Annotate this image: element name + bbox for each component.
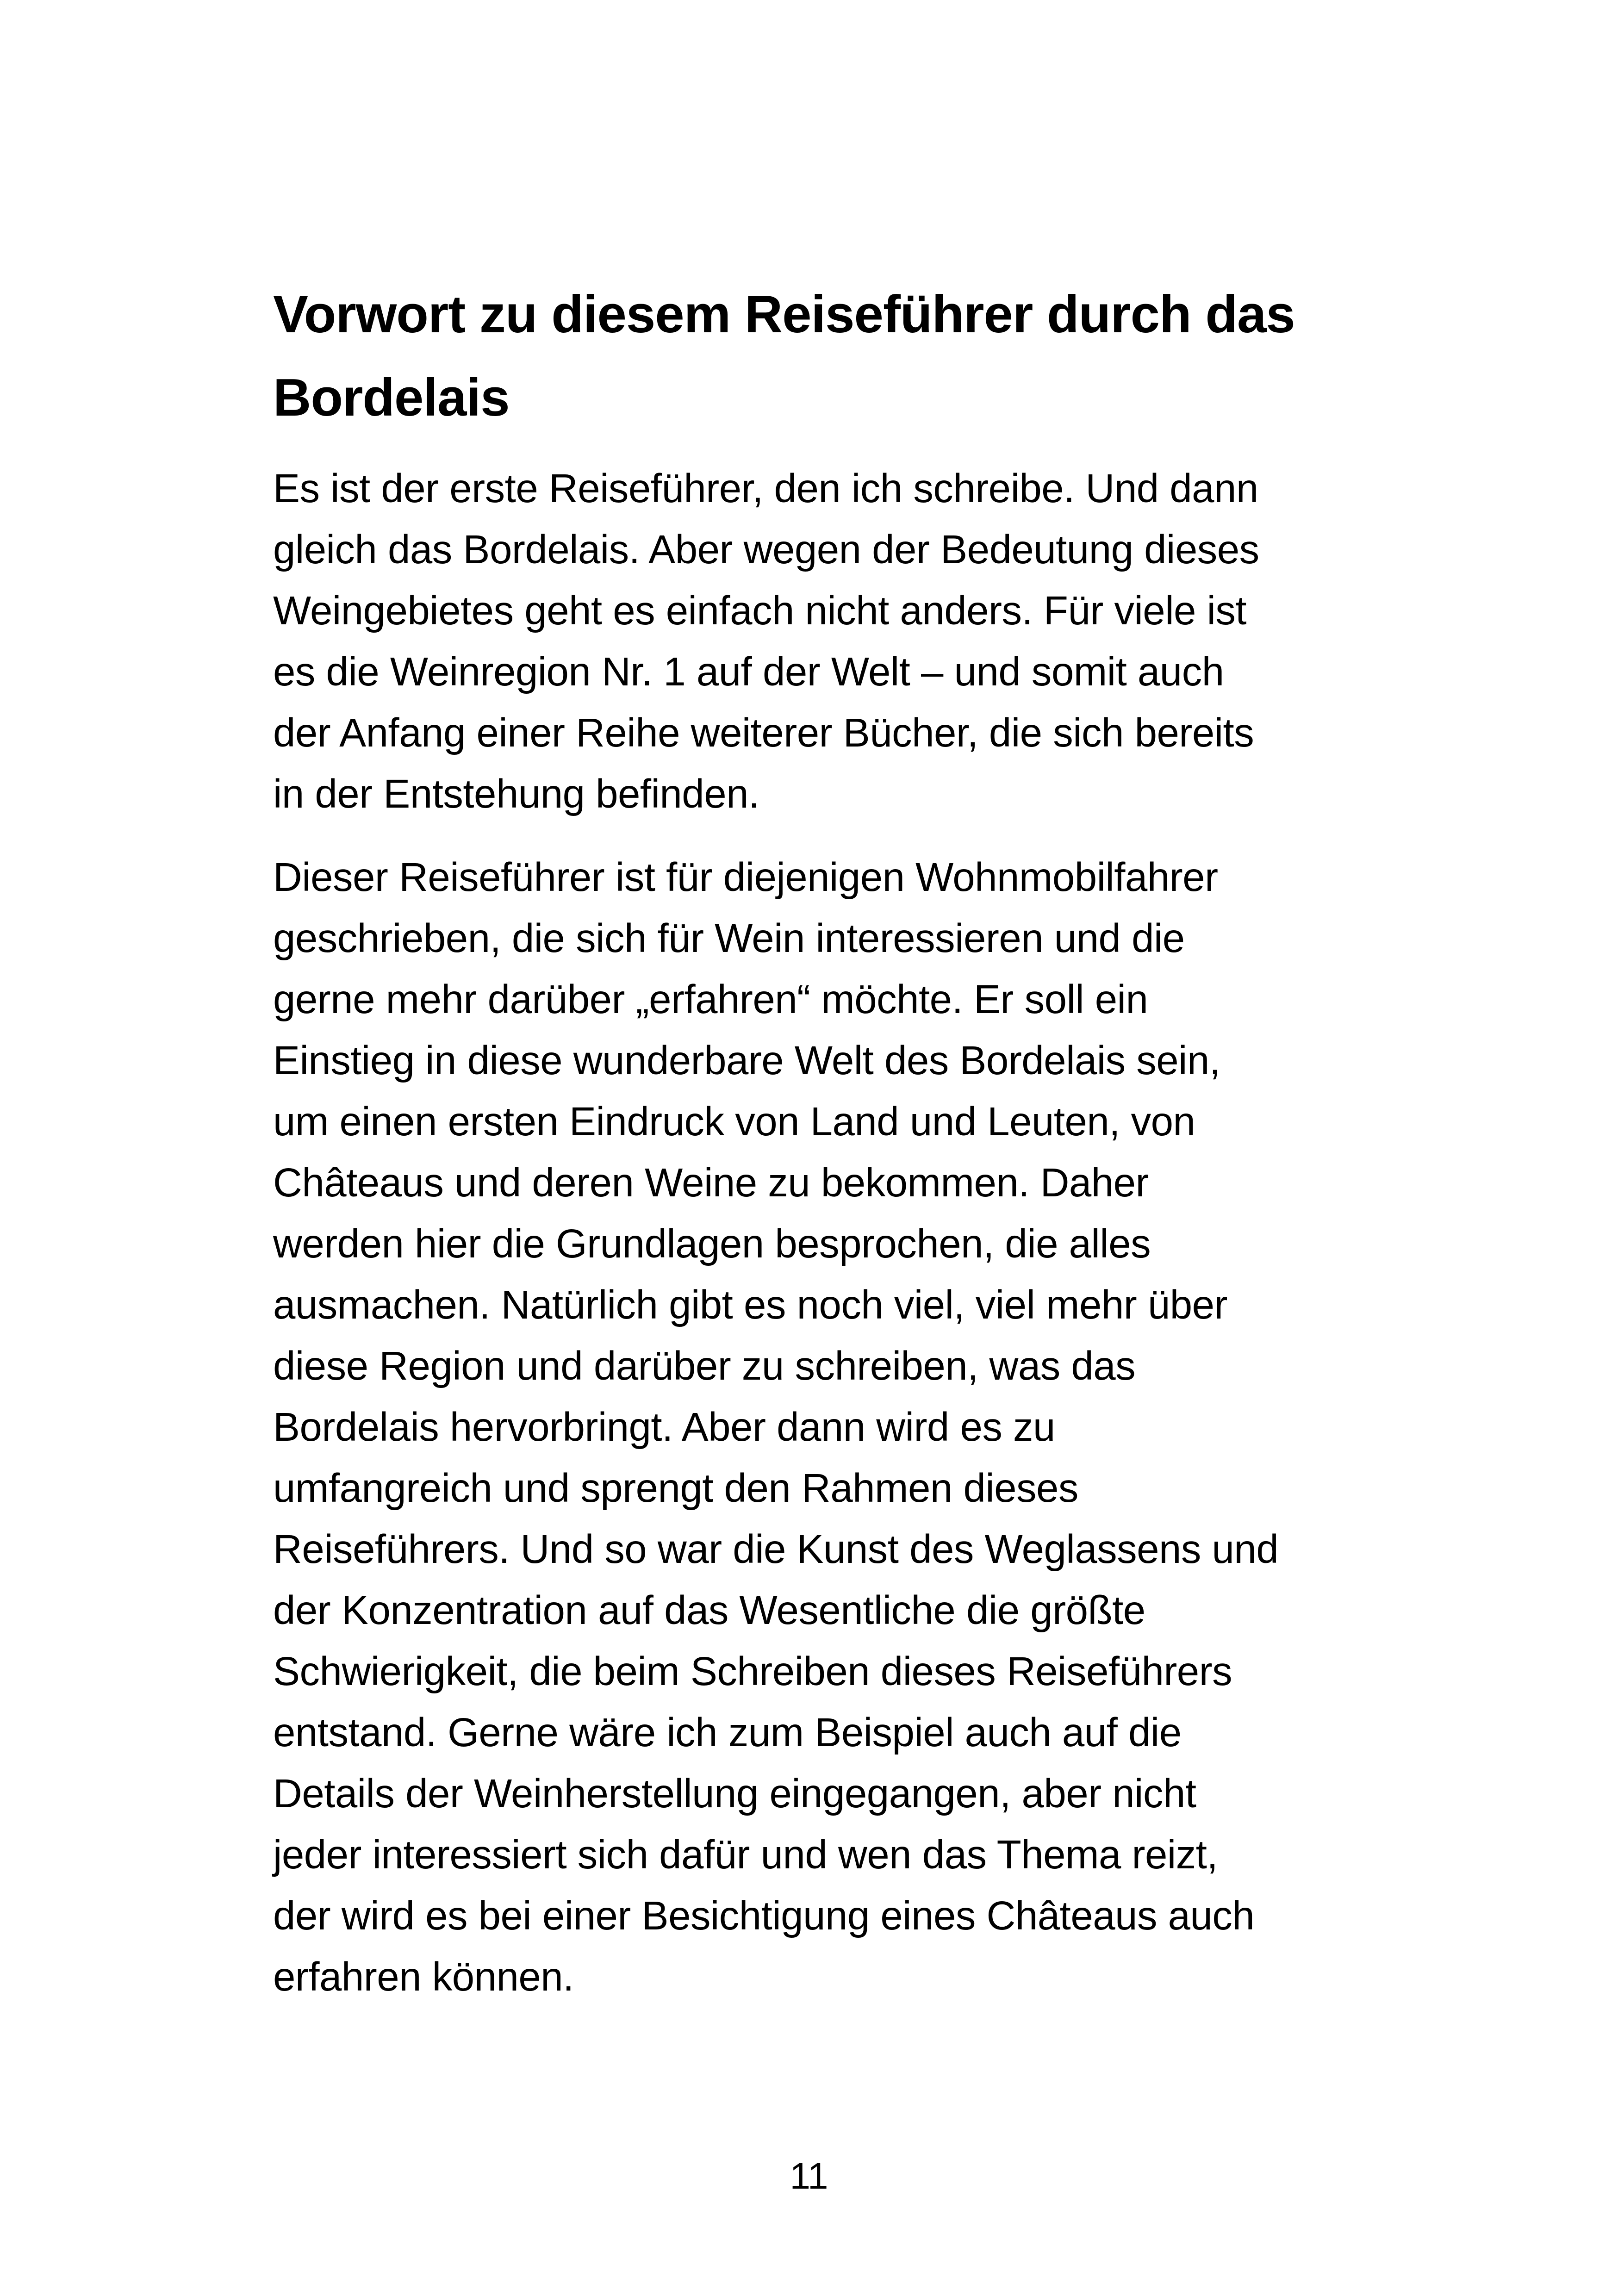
text-line: Reiseführers. Und so war die Kunst des Weglassens und — [273, 1527, 1279, 1572]
text-line: werden hier die Grundlagen besprochen, die alles — [273, 1221, 1151, 1266]
text-line: entstand. Gerne wäre ich zum Beispiel auch auf die — [273, 1710, 1182, 1755]
text-line: umfangreich und sprengt den Rahmen dieses — [273, 1466, 1078, 1511]
heading-line: Vorwort zu diesem Reiseführer durch das — [273, 285, 1295, 344]
text-line: gerne mehr darüber „erfahren“ möchte. Er soll ein — [273, 977, 1148, 1022]
text-line: Einstieg in diese wunderbare Welt des Bordelais sein, — [273, 1038, 1220, 1083]
text-line: diese Region und darüber zu schreiben, was das — [273, 1344, 1136, 1388]
heading-line: Bordelais — [273, 368, 510, 427]
text-line: Bordelais hervorbringt. Aber dann wird es zu — [273, 1405, 1055, 1450]
text-line: gleich das Bordelais. Aber wegen der Bedeutung dieses — [273, 527, 1259, 572]
text-line: Weingebietes geht es einfach nicht anders. Für viele ist — [273, 588, 1247, 633]
page-number: 11 — [790, 2155, 828, 2196]
text-line: der Anfang einer Reihe weiterer Bücher, die sich bereits — [273, 710, 1254, 755]
text-line: der wird es bei einer Besichtigung eines Châteaus auch — [273, 1893, 1255, 1938]
text-line: Schwierigkeit, die beim Schreiben dieses Reiseführers — [273, 1649, 1232, 1694]
text-line: Details der Weinherstellung eingegangen, aber nicht — [273, 1771, 1196, 1816]
text-line: erfahren können. — [273, 1954, 574, 1999]
text-line: es die Weinregion Nr. 1 auf der Welt – und somit auch — [273, 649, 1224, 694]
paragraph-1 — [273, 458, 1356, 825]
text-line: ausmachen. Natürlich gibt es noch viel, viel mehr über — [273, 1282, 1228, 1327]
text-line: geschrieben, die sich für Wein interessieren und die — [273, 916, 1185, 961]
paragraph-2 — [273, 847, 1356, 2008]
text-line: Es ist der erste Reiseführer, den ich schreibe. Und dann — [273, 466, 1258, 511]
text-line: um einen ersten Eindruck von Land und Leuten, von — [273, 1099, 1195, 1144]
page-content — [273, 273, 1356, 2030]
text-line: in der Entstehung befinden. — [273, 772, 759, 816]
text-line: jeder interessiert sich dafür und wen das Thema reizt, — [273, 1832, 1218, 1877]
text-line: Châteaus und deren Weine zu bekommen. Daher — [273, 1160, 1149, 1205]
text-line: Dieser Reiseführer ist für diejenigen Wohnmobilfahrer — [273, 855, 1218, 900]
chapter-heading — [273, 273, 1356, 440]
text-line: der Konzentration auf das Wesentliche die größte — [273, 1588, 1145, 1633]
